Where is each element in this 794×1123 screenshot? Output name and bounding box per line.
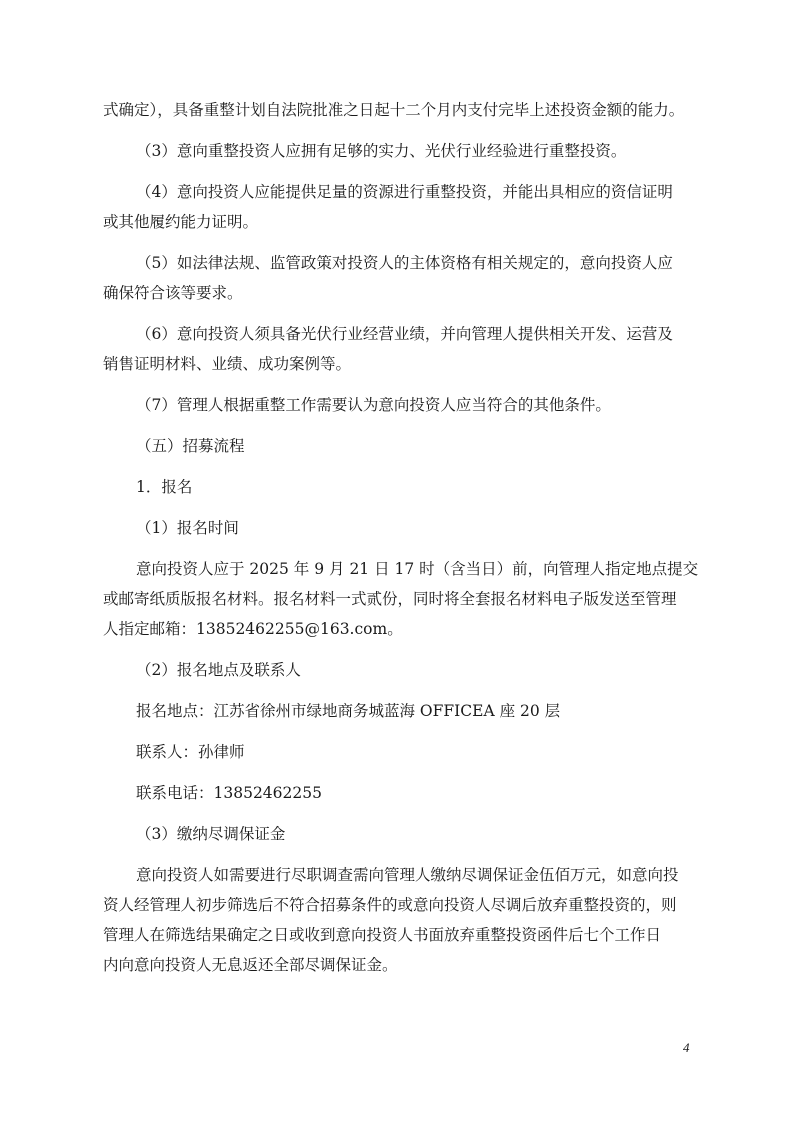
- text-line: 资人经管理人初步筛选后不符合招募条件的或意向投资人尽调后放弃重整投资的，则: [103, 896, 677, 914]
- subheading: （3）缴纳尽调保证金: [136, 825, 286, 843]
- paragraph-item-6: [103, 319, 693, 379]
- registration-address: [103, 696, 693, 726]
- page-number: 4: [683, 1040, 690, 1055]
- subheading-registration-time: [103, 513, 693, 543]
- text-line: 联系电话：13852462255: [136, 784, 322, 802]
- document-body: [103, 95, 699, 991]
- text-line: （4）意向投资人应能提供足量的资源进行重整投资，并能出具相应的资信证明: [136, 183, 673, 201]
- text-line: 式确定），具备重整计划自法院批准之日起十二个月内支付完毕上述投资金额的能力。: [103, 101, 685, 119]
- text-line: （3）意向重整投资人应拥有足够的实力、光伏行业经验进行重整投资。: [136, 142, 627, 160]
- text-line: 意向投资人应于 2025 年 9 月 21 日 17 时（含当日）前，向管理人指定地点提交: [136, 560, 699, 578]
- text-line: 联系人：孙律师: [136, 743, 245, 761]
- section-heading: （五）招募流程: [136, 437, 245, 455]
- text-line: （5）如法律法规、监管政策对投资人的主体资格有相关规定的，意向投资人应: [136, 254, 673, 272]
- paragraph-item-7: [103, 390, 693, 420]
- text-line: 或其他履约能力证明。: [103, 213, 259, 231]
- text-line: 销售证明材料、业绩、成功案例等。: [103, 355, 352, 373]
- text-line: （7）管理人根据重整工作需要认为意向投资人应当符合的其他条件。: [136, 396, 611, 414]
- text-line: （6）意向投资人须具备光伏行业经营业绩，并向管理人提供相关开发、运营及: [136, 325, 673, 343]
- subheading-registration-place: [103, 655, 693, 685]
- paragraph-deposit: [103, 860, 693, 980]
- text-line: 内向意向投资人无息返还全部尽调保证金。: [103, 956, 398, 974]
- paragraph-registration-time: [103, 554, 699, 644]
- subheading-deposit: [103, 819, 693, 849]
- paragraph-item-5: [103, 248, 693, 308]
- paragraph-item-4: [103, 177, 693, 237]
- subheading: （1）报名时间: [136, 519, 239, 537]
- text-line: 人指定邮箱：13852462255@163.com。: [103, 620, 403, 638]
- contact-person: [103, 737, 693, 767]
- text-line: 意向投资人如需要进行尽职调查需向管理人缴纳尽调保证金伍佰万元，如意向投: [136, 866, 679, 884]
- text-line: 报名地点：江苏省徐州市绿地商务城蓝海 OFFICEA 座 20 层: [136, 702, 561, 720]
- contact-phone: [103, 778, 693, 808]
- subheading: 1．报名: [136, 478, 193, 496]
- text-line: 确保符合该等要求。: [103, 284, 243, 302]
- paragraph-continuation: [103, 95, 693, 125]
- subheading-registration: [103, 472, 693, 502]
- subheading: （2）报名地点及联系人: [136, 661, 301, 679]
- paragraph-item-3: [103, 136, 693, 166]
- text-line: 或邮寄纸质版报名材料。报名材料一式贰份，同时将全套报名材料电子版发送至管理: [103, 590, 677, 608]
- text-line: 管理人在筛选结果确定之日或收到意向投资人书面放弃重整投资函件后七个工作日: [103, 926, 662, 944]
- section-heading-recruitment-process: [103, 431, 693, 461]
